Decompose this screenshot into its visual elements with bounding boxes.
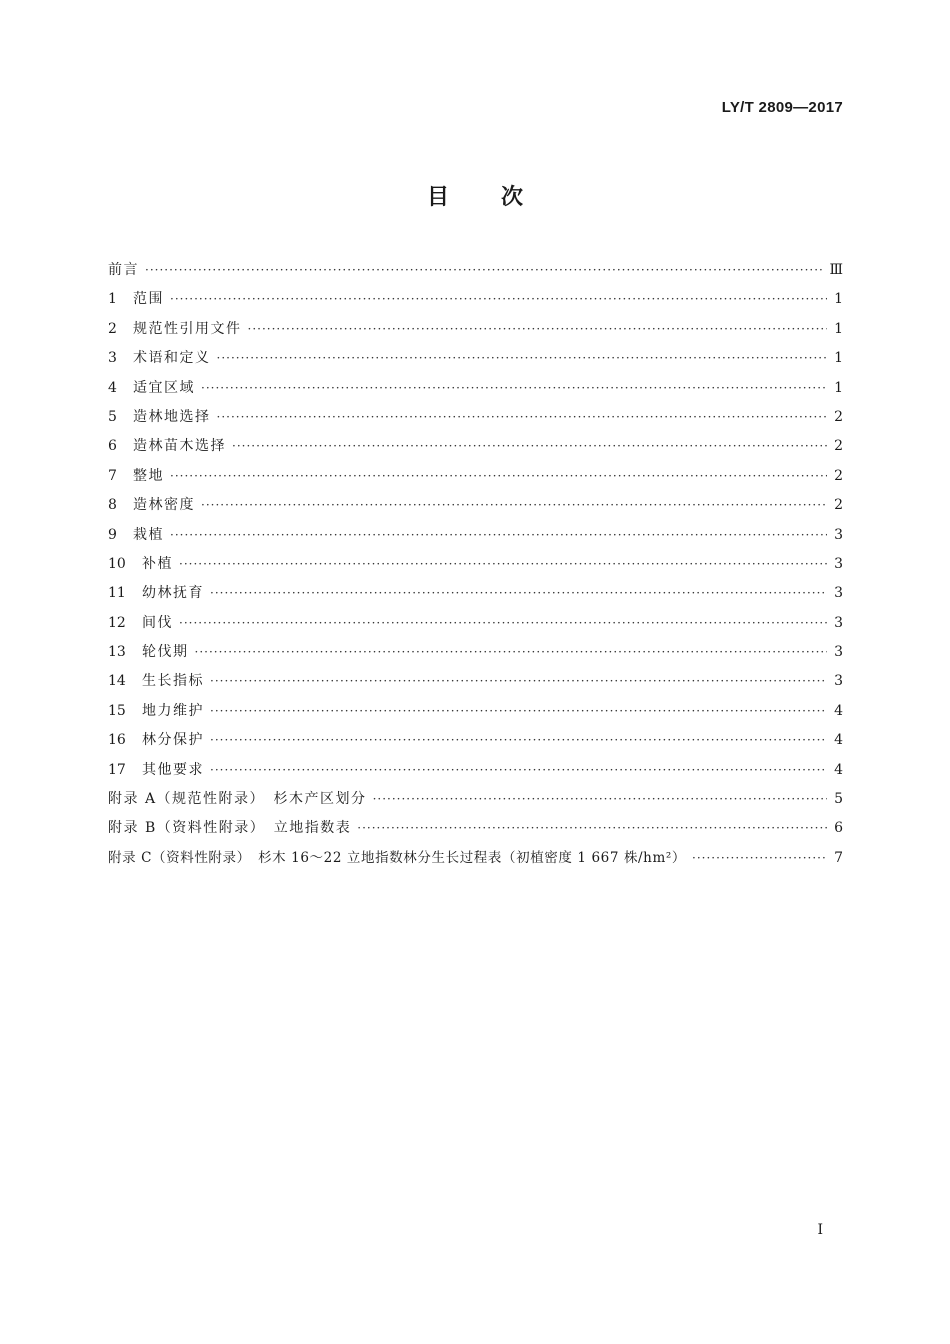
- toc-entry-number: 9: [108, 526, 117, 543]
- toc-entry-5[interactable]: [108, 403, 843, 432]
- page-title: [0, 180, 950, 211]
- toc-entry-label: 范围: [133, 291, 164, 308]
- toc-entry-label: 地力维护: [142, 702, 204, 719]
- toc-entry-number: 11: [108, 585, 126, 602]
- toc-entry-page: 3: [834, 555, 843, 572]
- toc-entry-number: 17: [108, 761, 126, 778]
- toc-entry-page: 2: [834, 497, 843, 514]
- toc-entry-11[interactable]: [108, 579, 843, 608]
- toc-leader-dots: [232, 432, 827, 461]
- toc-entry-15[interactable]: [108, 697, 843, 726]
- toc-leader-dots: [217, 344, 828, 373]
- toc-entry-label: 补植: [142, 555, 173, 572]
- toc-entry-10[interactable]: [108, 550, 843, 579]
- toc-entry-page: 4: [834, 761, 843, 778]
- toc-entry-page: 3: [834, 526, 843, 543]
- toc-leader-dots: [179, 550, 827, 579]
- toc-entry-number: 2: [108, 320, 117, 337]
- toc-leader-dots: [210, 726, 827, 755]
- toc-entry-page: 2: [834, 467, 843, 484]
- toc-entry-label: 幼林抚育: [142, 585, 204, 602]
- toc-entry-7[interactable]: [108, 462, 843, 491]
- toc-entry-label: 栽植: [133, 526, 164, 543]
- toc-leader-dots: [373, 785, 827, 814]
- toc-leader-dots: [170, 285, 827, 314]
- toc-entry-number: 12: [108, 614, 126, 631]
- toc-leader-dots: [210, 756, 827, 785]
- toc-entry-label: 整地: [133, 467, 164, 484]
- toc-leader-dots: [692, 844, 827, 873]
- toc-entry-label: 规范性引用文件: [133, 320, 242, 337]
- toc-leader-dots: [210, 667, 827, 696]
- toc-entry-1[interactable]: [108, 285, 843, 314]
- toc-leader-dots: [210, 579, 827, 608]
- toc-entry-number: 13: [108, 644, 126, 661]
- toc-entry-number: 5: [108, 408, 117, 425]
- toc-entry-label: 其他要求: [142, 761, 204, 778]
- toc-entry-label: 附录 C（资料性附录） 杉木 16～22 立地指数林分生长过程表（初植密度 1 667 株/hm²）: [108, 849, 686, 866]
- toc-leader-dots: [179, 609, 827, 638]
- toc-entry-page: 1: [834, 291, 843, 308]
- toc-entry-number: 14: [108, 673, 126, 690]
- toc-entry-label: 附录 A（规范性附录） 杉木产区划分: [108, 791, 367, 808]
- toc-entry-13[interactable]: [108, 638, 843, 667]
- toc-entry-label: 间伐: [142, 614, 173, 631]
- toc-leader-dots: [201, 491, 827, 520]
- toc-entry-page: 3: [834, 585, 843, 602]
- toc-entry-4[interactable]: [108, 374, 843, 403]
- toc-entry-label: 适宜区域: [133, 379, 195, 396]
- toc-entry-appendix-c[interactable]: [108, 844, 843, 873]
- standard-code: LY/T 2809—2017: [721, 99, 843, 116]
- title-char-2: 次: [501, 185, 524, 210]
- title-char-1: 目: [426, 185, 449, 210]
- toc-leader-dots: [170, 521, 827, 550]
- toc-entry-number: 15: [108, 702, 126, 719]
- toc-entry-3[interactable]: [108, 344, 843, 373]
- toc-entry-page: 5: [834, 791, 843, 808]
- toc-entry-page: 3: [834, 644, 843, 661]
- toc-entry-label: 术语和定义: [133, 350, 211, 367]
- toc-entry-page: 2: [834, 408, 843, 425]
- toc-entry-page: 4: [834, 732, 843, 749]
- toc-leader-dots: [210, 697, 827, 726]
- toc-entry-8[interactable]: [108, 491, 843, 520]
- toc-entry-14[interactable]: [108, 667, 843, 696]
- toc-entry-label: 林分保护: [142, 732, 204, 749]
- toc-entry-16[interactable]: [108, 726, 843, 755]
- page-number: I: [817, 1222, 823, 1238]
- table-of-contents: [108, 256, 843, 873]
- toc-leader-dots: [357, 814, 827, 843]
- toc-entry-foreword[interactable]: [108, 256, 843, 285]
- toc-entry-12[interactable]: [108, 609, 843, 638]
- toc-entry-number: 3: [108, 350, 117, 367]
- toc-entry-page: 1: [834, 350, 843, 367]
- toc-entry-label: 造林地选择: [133, 408, 211, 425]
- toc-leader-dots: [170, 462, 827, 491]
- toc-entry-appendix-b[interactable]: [108, 814, 843, 843]
- toc-entry-page: 6: [834, 820, 843, 837]
- toc-entry-label: 生长指标: [142, 673, 204, 690]
- toc-entry-number: 16: [108, 732, 126, 749]
- toc-entry-9[interactable]: [108, 521, 843, 550]
- toc-entry-appendix-a[interactable]: [108, 785, 843, 814]
- toc-leader-dots: [195, 638, 828, 667]
- toc-entry-page: 7: [834, 849, 843, 866]
- toc-entry-number: 1: [108, 291, 117, 308]
- toc-entry-page: 4: [834, 702, 843, 719]
- toc-leader-dots: [248, 315, 828, 344]
- toc-entry-page: 1: [834, 379, 843, 396]
- toc-entry-number: 8: [108, 497, 117, 514]
- toc-entry-label: 前言: [108, 262, 139, 278]
- toc-leader-dots: [145, 256, 823, 285]
- toc-entry-page: Ⅲ: [829, 262, 843, 278]
- toc-entry-page: 1: [834, 320, 843, 337]
- toc-leader-dots: [201, 374, 827, 403]
- toc-leader-dots: [217, 403, 828, 432]
- toc-entry-label: 轮伐期: [142, 644, 189, 661]
- toc-entry-page: 2: [834, 438, 843, 455]
- toc-entry-number: 6: [108, 438, 117, 455]
- toc-entry-page: 3: [834, 673, 843, 690]
- toc-entry-page: 3: [834, 614, 843, 631]
- toc-entry-number: 4: [108, 379, 117, 396]
- toc-entry-6[interactable]: [108, 432, 843, 461]
- toc-entry-label: 附录 B（资料性附录） 立地指数表: [108, 820, 352, 837]
- toc-entry-number: 10: [108, 555, 126, 572]
- toc-entry-17[interactable]: [108, 756, 843, 785]
- toc-entry-label: 造林密度: [133, 497, 195, 514]
- toc-entry-number: 7: [108, 467, 117, 484]
- toc-entry-2[interactable]: [108, 315, 843, 344]
- toc-entry-label: 造林苗木选择: [133, 438, 226, 455]
